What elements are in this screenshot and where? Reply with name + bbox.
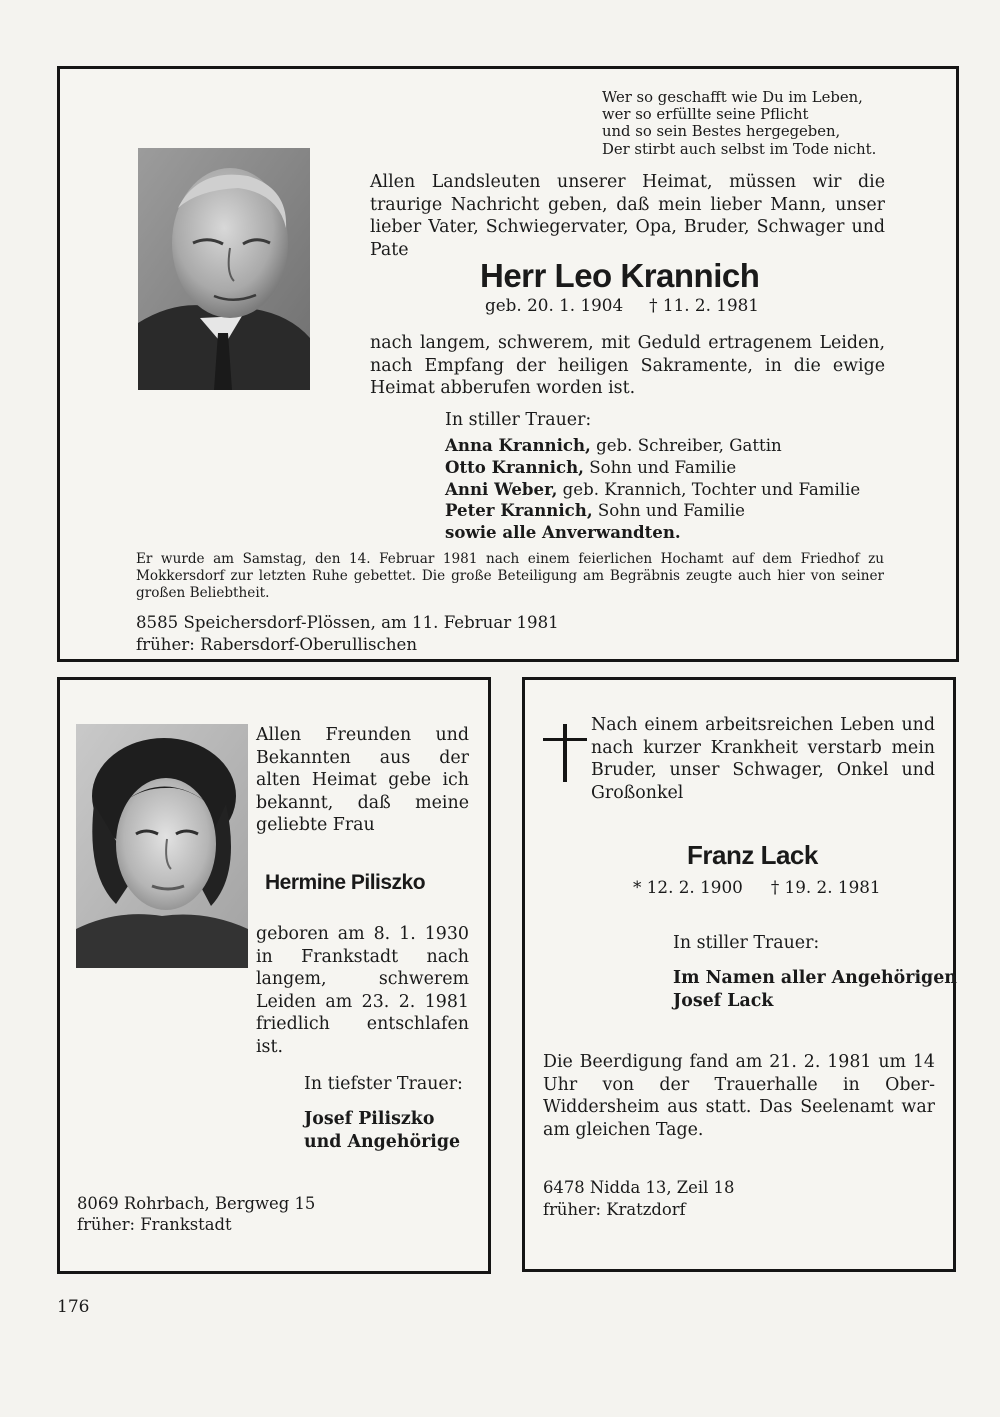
birth-date: geb. 20. 1. 1904 (485, 295, 624, 315)
mourner-relation: Sohn und Familie (583, 457, 737, 477)
passing-text: nach langem, schwerem, mit Geduld ertragenem Leiden, nach Empfang der heiligen Sakramente, in die ewige Heimat abberufen worden ist. (370, 333, 885, 399)
mourner-name: Im Namen aller Angehörigen (673, 968, 957, 988)
mourner-name: und Angehörige (304, 1131, 461, 1152)
announcement-text: Allen Landsleuten unserer Heimat, müssen wir die traurige Nachricht geben, daß mein lieber Mann, unser lieber Vater, Schwiegervater, Opa, Bruder, Schwager und Pate (370, 172, 885, 260)
mourner-name: Peter Krannich, (445, 500, 593, 521)
cross-icon (543, 724, 587, 782)
place-and-date (136, 612, 559, 655)
portrait-photo-leo-krannich (138, 148, 310, 390)
mourning-label: In stiller Trauer: (673, 933, 820, 953)
birth-date: * 12. 2. 1900 (633, 877, 743, 897)
poem-line: wer so erfüllte seine Pflicht (602, 106, 809, 124)
mourner-name: Anna Krannich, (445, 435, 591, 455)
poem-line: Der stirbt auch selbst im Tode nicht. (602, 140, 877, 158)
life-dates (633, 877, 881, 897)
mourning-label: In tiefster Trauer: (304, 1074, 463, 1094)
passing-text: geboren am 8. 1. 1930 in Frankstadt nach langem, schwerem Leiden am 23. 2. 1981 friedlich entschlafen ist. (256, 924, 469, 1057)
address-line: 6478 Nidda 13, Zeil 18 (543, 1178, 735, 1197)
mourner-row (445, 479, 860, 501)
former-residence: früher: Kratzdorf (543, 1200, 686, 1219)
mourner-name: Josef Piliszko (304, 1109, 435, 1129)
deceased-name: Hermine Piliszko (265, 871, 426, 894)
mourner-name: Otto Krannich, (445, 456, 584, 477)
mourner-row (445, 522, 860, 544)
poem-line: Wer so geschafft wie Du im Leben, (602, 89, 863, 106)
mourners-list (304, 1108, 460, 1153)
mourner-name: Josef Lack (673, 990, 774, 1011)
deceased-name: Franz Lack (687, 840, 818, 870)
announcement-text: Nach einem arbeitsreichen Leben und nach kurzer Krankheit verstarb mein Bruder, unser Schwager, Onkel und Großonkel (591, 715, 935, 803)
mourner-row (445, 457, 860, 479)
funeral-info: Er wurde am Samstag, den 14. Februar 1981 nach einem feierlichen Hochamt auf dem Friedhof zu Mokkersdorf zur letzten Ruhe gebettet. Die große Beteiligung am Begräbnis zeugte auch hier von seiner großen Beliebtheit. (136, 551, 884, 601)
obituary-leo-krannich (57, 66, 959, 662)
mourner-name: sowie alle Anverwandten. (445, 522, 681, 543)
mourner-name: Anni Weber, (445, 478, 558, 499)
mourner-relation: geb. Schreiber, Gattin (590, 436, 782, 455)
poem-line: und so sein Bestes hergegeben, (602, 123, 841, 141)
death-date: † 11. 2. 1981 (649, 295, 759, 315)
obituary-franz-lack (522, 677, 956, 1272)
funeral-info: Die Beerdigung fand am 21. 2. 1981 um 14 Uhr von der Trauerhalle in Ober-Widdersheim aus statt. Das Seelenamt war am gleichen Tage. (543, 1052, 935, 1140)
former-residence: früher: Rabersdorf-Oberullischen (136, 634, 418, 654)
address-block (543, 1177, 734, 1221)
former-residence: früher: Frankstadt (77, 1215, 232, 1235)
announcement-text: Allen Freunden und Bekannten aus der alten Heimat gebe ich bekannt, daß meine geliebte Frau (256, 725, 469, 836)
obituary-hermine-piliszko (57, 677, 491, 1274)
deceased-name: Herr Leo Krannich (480, 257, 760, 294)
mourners-list (445, 435, 860, 544)
mourner-row (445, 435, 860, 457)
mourner-relation: Sohn und Familie (592, 501, 745, 521)
mourner-row (445, 500, 860, 522)
mourner-relation: geb. Krannich, Tochter und Familie (557, 479, 861, 499)
portrait-photo-hermine-piliszko (76, 724, 248, 968)
death-date: † 19. 2. 1981 (770, 877, 881, 897)
mourners-list (673, 967, 957, 1012)
memorial-poem (602, 89, 942, 158)
mourning-label: In stiller Trauer: (445, 410, 592, 430)
address-block (77, 1193, 315, 1236)
life-dates (485, 295, 759, 315)
address-line: 8069 Rohrbach, Bergweg 15 (77, 1194, 316, 1213)
page-number: 176 (57, 1297, 90, 1317)
place-line: 8585 Speichersdorf-Plössen, am 11. Februar 1981 (136, 613, 559, 632)
